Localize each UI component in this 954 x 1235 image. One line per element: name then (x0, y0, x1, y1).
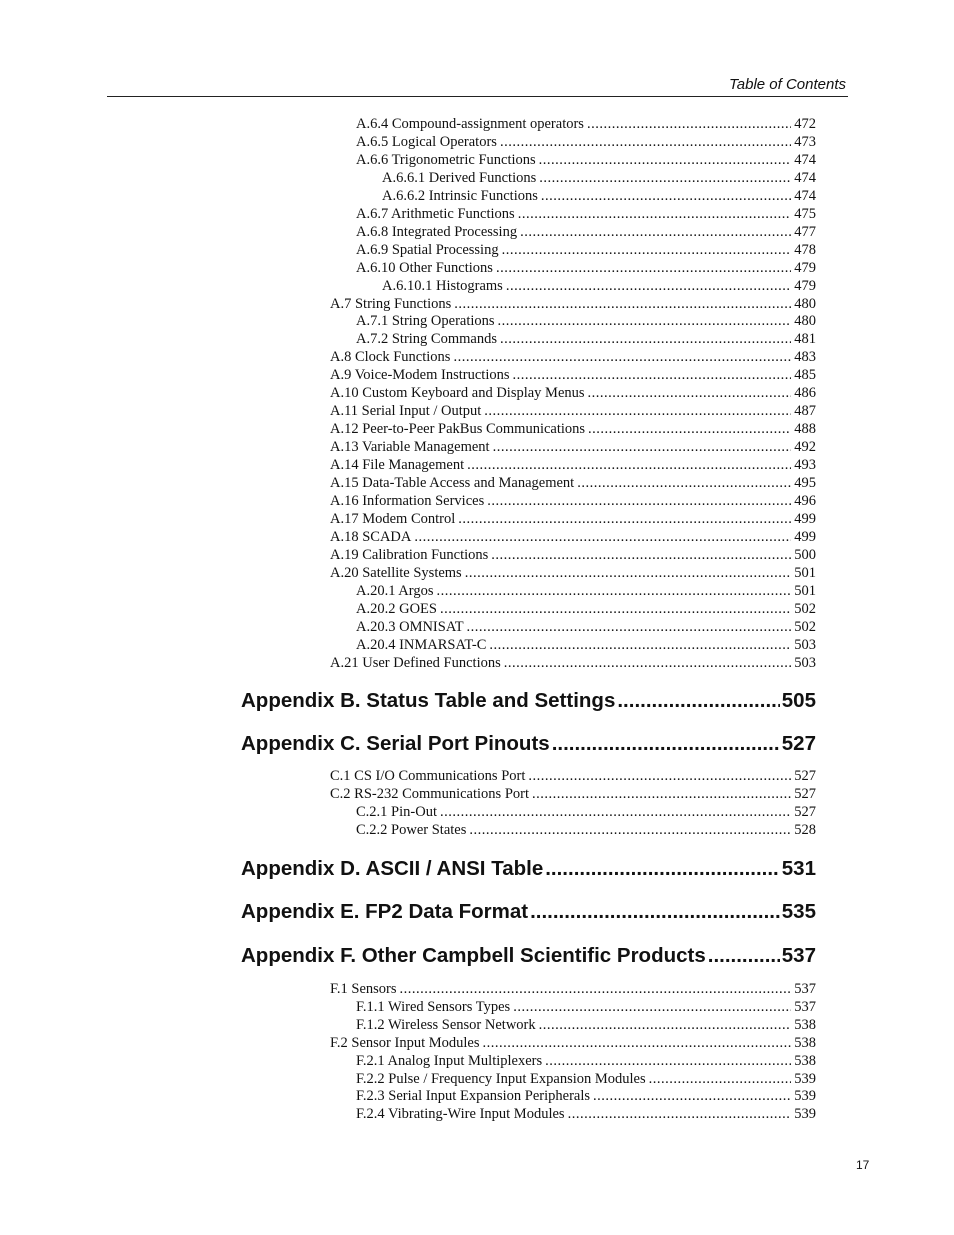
toc-entry[interactable] (330, 1035, 816, 1053)
toc-entry-title: F.1.1 Wired Sensors Types (356, 998, 511, 1015)
dot-leader (502, 242, 792, 259)
toc-entry-page: 499 (794, 528, 816, 545)
dot-leader (500, 331, 791, 348)
toc-entry[interactable] (356, 116, 816, 134)
toc-entry-page: 477 (794, 223, 816, 240)
dot-leader (500, 134, 791, 151)
toc-entry-page: 474 (794, 151, 816, 168)
toc-entry-page: 539 (794, 1088, 816, 1105)
dot-leader (552, 732, 780, 756)
appendix-page: 537 (781, 944, 816, 967)
toc-entry-page: 500 (794, 546, 816, 563)
toc-entry-title: A.6.4 Compound-assignment operators (356, 116, 584, 132)
toc-entry-title: A.16 Information Services (330, 492, 485, 509)
toc-entry-page: 474 (794, 169, 816, 186)
toc-entry-title: A.15 Data-Table Access and Management (330, 475, 575, 491)
toc-entry-page: 537 (794, 998, 816, 1015)
toc-entry-title: A.12 Peer-to-Peer PakBus Communications (330, 421, 586, 438)
toc-entry-title: A.6.9 Spatial Processing (356, 241, 499, 258)
toc-entry-page: 483 (794, 349, 816, 366)
toc-entry[interactable] (330, 547, 816, 565)
running-header-title: Table of Contents (728, 76, 846, 93)
appendix-title: Appendix C. Serial Port Pinouts (241, 732, 550, 755)
toc-entry-title: A.20.3 OMNISAT (356, 618, 464, 635)
toc-entry-page: 528 (794, 821, 816, 838)
toc-entry[interactable] (356, 1071, 816, 1089)
dot-leader (545, 1053, 791, 1070)
toc-entry[interactable] (330, 768, 816, 786)
toc-entry[interactable] (356, 1053, 816, 1071)
dot-leader (532, 786, 791, 803)
toc-entry-page: 480 (794, 313, 816, 330)
dot-leader (568, 1106, 792, 1123)
appendix-title: Appendix E. FP2 Data Format (241, 900, 529, 923)
toc-entry-title: A.6.8 Integrated Processing (356, 223, 518, 240)
toc-entry[interactable] (356, 206, 816, 224)
toc-entry-page: 501 (794, 564, 816, 581)
toc-entry-title: A.7.1 String Operations (356, 313, 495, 330)
toc-entry-page: 539 (794, 1106, 816, 1123)
dot-leader (440, 804, 791, 821)
toc-entry-title: C.1 CS I/O Communications Port (330, 768, 526, 784)
dot-leader (498, 313, 792, 330)
dot-leader (530, 900, 780, 924)
toc-entry[interactable] (356, 224, 816, 242)
toc-entry-page: 502 (794, 618, 816, 635)
toc-entry[interactable] (356, 583, 816, 601)
toc-entry-page: 503 (794, 636, 816, 653)
dot-leader (617, 689, 779, 713)
dot-leader (577, 475, 791, 492)
dot-leader (453, 349, 791, 366)
toc-entry-page: 486 (794, 385, 816, 402)
toc-entry-title: C.2 RS-232 Communications Port (330, 785, 529, 802)
toc-entry-title: A.9 Voice-Modem Instructions (330, 367, 510, 384)
toc-entry-page: 527 (794, 768, 816, 784)
dot-leader (436, 583, 791, 600)
toc-entry-title: A.7.2 String Commands (356, 331, 497, 348)
dot-leader (440, 601, 791, 618)
toc-entry-title: F.1.2 Wireless Sensor Network (356, 1016, 536, 1033)
toc-entry-title: A.6.5 Logical Operators (356, 133, 497, 150)
appendix-c-heading[interactable] (241, 732, 816, 760)
dot-leader (400, 981, 792, 998)
toc-entry[interactable] (330, 296, 816, 314)
dot-leader (513, 367, 792, 384)
appendix-title: Appendix F. Other Campbell Scientific Products (241, 944, 706, 967)
toc-entry-title: C.2.2 Power States (356, 821, 467, 838)
toc-entry-page: 480 (794, 295, 816, 312)
toc-entry[interactable] (356, 999, 816, 1017)
toc-entry-page: 481 (794, 331, 816, 348)
dot-leader (593, 1088, 791, 1105)
toc-entry-page: 493 (794, 457, 816, 474)
dot-leader (493, 439, 792, 456)
toc-entry-title: A.6.7 Arithmetic Functions (356, 205, 515, 222)
toc-entry-page: 527 (794, 803, 816, 820)
toc-entry-page: 501 (794, 582, 816, 599)
toc-entry[interactable] (330, 655, 816, 673)
toc-entry-title: A.6.6.1 Derived Functions (382, 169, 537, 186)
dot-leader (513, 999, 791, 1016)
toc-entry-page: 496 (794, 492, 816, 509)
toc-entry-title: F.2.2 Pulse / Frequency Input Expansion Modules (356, 1070, 646, 1087)
dot-leader (491, 547, 791, 564)
toc-entry[interactable] (382, 188, 816, 206)
toc-entry-page: 538 (794, 1016, 816, 1033)
toc-entry-page: 539 (794, 1070, 816, 1087)
toc-entry[interactable] (330, 439, 816, 457)
dot-leader (539, 152, 792, 169)
toc-entry[interactable] (330, 565, 816, 583)
toc-entry[interactable] (356, 242, 816, 260)
toc-entry-page: 538 (794, 1052, 816, 1069)
toc-entry-title: F.2.1 Analog Input Multiplexers (356, 1052, 543, 1069)
toc-entry[interactable] (330, 403, 816, 421)
toc-entry-page: 488 (794, 421, 816, 438)
toc-entry-title: A.21 User Defined Functions (330, 654, 501, 671)
toc-entry[interactable] (356, 1106, 816, 1124)
dot-leader (588, 385, 792, 402)
toc-entry[interactable] (356, 1088, 816, 1106)
toc-entry[interactable] (356, 1017, 816, 1035)
toc-entry-title: A.11 Serial Input / Output (330, 403, 482, 420)
dot-leader (504, 655, 791, 672)
dot-leader (541, 188, 791, 205)
dot-leader (539, 1017, 792, 1034)
toc-entry-title: A.8 Clock Functions (330, 349, 451, 366)
toc-entry-title: A.6.10.1 Histograms (382, 277, 503, 294)
toc-entry-title: A.14 File Management (330, 457, 465, 474)
toc-entry-title: A.6.10 Other Functions (356, 259, 493, 276)
toc-entry[interactable] (356, 619, 816, 637)
toc-entry-page: 479 (794, 277, 816, 294)
toc-entry-title: F.2.3 Serial Input Expansion Peripherals (356, 1088, 591, 1105)
appendix-e-heading[interactable] (241, 900, 816, 928)
toc-entry-title: A.20.4 INMARSAT-C (356, 636, 487, 653)
toc-entry-title: F.2.4 Vibrating-Wire Input Modules (356, 1106, 565, 1123)
toc-entry[interactable] (330, 981, 816, 999)
dot-leader (489, 637, 791, 654)
dot-leader (465, 565, 792, 582)
toc-entry[interactable] (330, 349, 816, 367)
toc-entry-title: A.17 Modem Control (330, 510, 456, 527)
toc-entry-title: A.19 Calibration Functions (330, 546, 489, 563)
toc-entry[interactable] (330, 511, 816, 529)
toc-entry-page: 472 (794, 116, 816, 132)
toc-entry[interactable] (356, 260, 816, 278)
toc-entry-page: 475 (794, 205, 816, 222)
toc-entry-title: A.7 String Functions (330, 295, 452, 312)
dot-leader (469, 822, 791, 839)
dot-leader (708, 944, 780, 968)
toc-entry[interactable] (356, 152, 816, 170)
dot-leader (482, 1035, 791, 1052)
appendix-f-heading[interactable] (241, 944, 816, 972)
toc-entry-title: A.20.2 GOES (356, 600, 437, 617)
dot-leader (520, 224, 791, 241)
toc-entry-page: 474 (794, 187, 816, 204)
toc-entry-page: 499 (794, 510, 816, 527)
appendix-page: 531 (781, 857, 816, 880)
appendix-title: Appendix D. ASCII / ANSI Table (241, 857, 544, 880)
toc-entry[interactable] (356, 331, 816, 349)
toc-entry[interactable] (330, 421, 816, 439)
appendix-page: 505 (781, 689, 816, 712)
toc-entry[interactable] (330, 385, 816, 403)
dot-leader (484, 403, 791, 420)
toc-entry[interactable] (356, 313, 816, 331)
appendix-page: 535 (781, 900, 816, 923)
toc-entry-page: 538 (794, 1034, 816, 1051)
dot-leader (496, 260, 791, 277)
toc-entry-page: 478 (794, 241, 816, 258)
toc-entry-page: 485 (794, 367, 816, 384)
toc-entry[interactable] (382, 278, 816, 296)
dot-leader (458, 511, 791, 528)
dot-leader (649, 1071, 792, 1088)
toc-entry[interactable] (356, 637, 816, 655)
dot-leader (467, 457, 791, 474)
toc-entry-page: 473 (794, 133, 816, 150)
toc-entry[interactable] (356, 601, 816, 619)
toc-entry-title: A.6.6.2 Intrinsic Functions (382, 187, 538, 204)
dot-leader (587, 116, 791, 133)
page-number: 17 (856, 1158, 870, 1172)
appendix-title: Appendix B. Status Table and Settings (241, 689, 616, 712)
toc-entry-title: A.10 Custom Keyboard and Display Menus (330, 385, 585, 402)
dot-leader (414, 529, 791, 546)
toc-entry-title: C.2.1 Pin-Out (356, 803, 437, 820)
dot-leader (454, 296, 791, 313)
dot-leader (487, 493, 791, 510)
toc-entry[interactable] (330, 529, 816, 547)
toc-entry[interactable] (330, 493, 816, 511)
toc-entry[interactable] (356, 804, 816, 822)
toc-entry-title: A.20.1 Argos (356, 582, 434, 599)
toc-entry-page: 527 (794, 785, 816, 802)
toc-entry-page: 503 (794, 654, 816, 671)
toc-entry-page: 487 (794, 403, 816, 420)
dot-leader (518, 206, 792, 223)
toc-entry-page: 502 (794, 600, 816, 617)
appendix-b-heading[interactable] (241, 689, 816, 717)
toc-entry[interactable] (330, 786, 816, 804)
toc-entry-title: F.2 Sensor Input Modules (330, 1034, 480, 1051)
toc-entry-title: F.1 Sensors (330, 981, 397, 997)
dot-leader (545, 857, 780, 881)
toc-entry[interactable] (382, 170, 816, 188)
toc-entry[interactable] (356, 822, 816, 840)
dot-leader (539, 170, 791, 187)
toc-entry[interactable] (330, 475, 816, 493)
toc-entry-page: 479 (794, 259, 816, 276)
dot-leader (506, 278, 791, 295)
toc-entry[interactable] (356, 134, 816, 152)
toc-entry-page: 495 (794, 475, 816, 491)
toc-entry-title: A.13 Variable Management (330, 439, 490, 456)
toc-entry-page: 537 (794, 981, 816, 997)
appendix-page: 527 (781, 732, 816, 755)
toc-entry-title: A.18 SCADA (330, 528, 412, 545)
toc-entry[interactable] (330, 367, 816, 385)
dot-leader (588, 421, 791, 438)
appendix-d-heading[interactable] (241, 857, 816, 885)
toc-entry-title: A.6.6 Trigonometric Functions (356, 151, 536, 168)
toc-entry-title: A.20 Satellite Systems (330, 564, 462, 581)
toc-entry-page: 492 (794, 439, 816, 456)
dot-leader (467, 619, 792, 636)
toc-entry[interactable] (330, 457, 816, 475)
dot-leader (528, 768, 791, 785)
